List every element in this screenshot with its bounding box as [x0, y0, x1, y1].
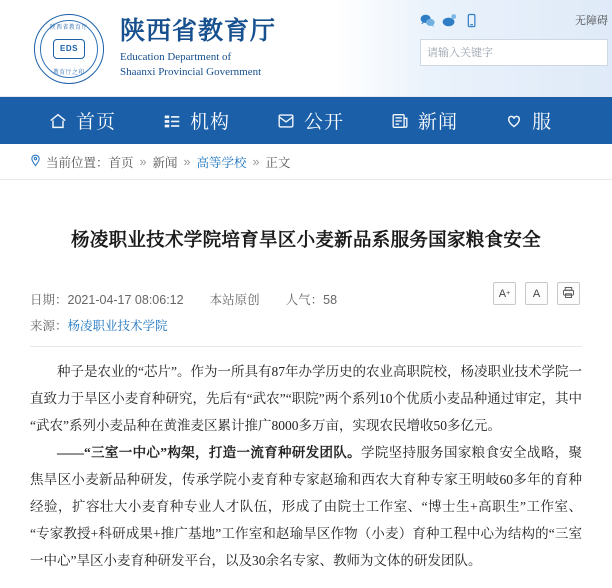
breadcrumb-separator: » — [139, 154, 147, 169]
site-title-en-line2: Shaanxi Provincial Government — [120, 66, 262, 79]
nav-item-news[interactable] — [390, 107, 458, 134]
font-decrease-button[interactable] — [525, 282, 548, 305]
page-title: 杨凌职业技术学院培育旱区小麦新品系服务国家粮食安全 — [70, 231, 541, 251]
site-title-en-line1: Education Department of — [120, 51, 232, 64]
list-icon — [162, 111, 182, 131]
article — [0, 180, 612, 574]
nav-item-disclosure[interactable] — [276, 107, 344, 134]
header-tools — [412, 10, 612, 30]
breadcrumb-item-home[interactable]: 首页 — [108, 155, 134, 170]
article-date — [30, 290, 184, 308]
article-paragraph-2-rest: 学院坚持服务国家粮食安全战略，聚焦旱区小麦新品种研发，传承学院小麦育种专家赵瑜和西农大育种专家王明岐60多年的育种经验，扩容壮大小麦育种专业人才队伍，形成了由院士工作室、“博士生+高职生”工作室、“专家教授+科研成果+推广基地”工作室和赵瑜旱区作物（小麦）育种工程中心为结构的“三室一中心”旱区小麦育种研发平台，以及30余名专家、教师为文体的研发团队。 — [30, 445, 582, 568]
barrier-free-link[interactable]: 无障碍 — [575, 15, 608, 27]
breadcrumb — [0, 144, 612, 180]
font-decrease-label: A — [532, 287, 541, 300]
article-date-value: 2021-04-17 08:06:12 — [67, 293, 184, 307]
mobile-icon[interactable] — [464, 13, 479, 28]
article-paragraph-1: 种子是农业的“芯片”。作为一所具有87年办学历史的农业高职院校，杨凌职业技术学院一直致力于旱区小麦育种研究，先后有“武农”“职院”两个系列10个优质小麦品种通过审定，其中“武农”系列小麦品种在黄淮麦区累计推广8000多万亩，实现农民增收50多亿元。 — [30, 364, 582, 433]
font-increase-label: A — [498, 287, 507, 300]
article-date-label: 日期： — [30, 293, 68, 307]
nav-item-label: 新闻 — [418, 112, 459, 133]
seal-core-text: EDS — [53, 39, 85, 59]
seal-top-text: 陕西省教育厅 — [50, 24, 88, 32]
printer-icon — [562, 286, 575, 302]
header-utility-area — [412, 0, 612, 66]
breadcrumb-item-current: 正文 — [265, 155, 291, 170]
nav-item-label: 公开 — [304, 112, 345, 133]
article-meta — [30, 282, 582, 316]
nav-item-home[interactable] — [48, 107, 116, 134]
article-views-label: 人气： — [285, 293, 324, 307]
breadcrumb-label: 当前位置： — [46, 155, 109, 170]
breadcrumb-separator: » — [252, 154, 260, 169]
article-body — [30, 347, 582, 574]
font-increase-sup: + — [506, 290, 511, 297]
department-seal-logo — [34, 14, 104, 84]
breadcrumb-item-higher-education[interactable]: 高等学校 — [196, 155, 247, 170]
site-title-block — [120, 18, 276, 80]
site-header — [0, 0, 612, 97]
article-tools — [493, 282, 580, 305]
breadcrumb-item-news[interactable]: 新闻 — [152, 155, 178, 170]
home-icon — [48, 111, 68, 131]
search-input[interactable] — [421, 47, 607, 59]
weibo-icon[interactable] — [442, 13, 457, 28]
site-title-en — [120, 50, 276, 80]
article-views-value: 58 — [323, 293, 338, 307]
article-paragraph-2-lead: ——“三室一中心”构架，打造一流育种研发团队。 — [57, 445, 361, 460]
document-icon — [276, 111, 296, 131]
article-source-link[interactable]: 杨凌职业技术学院 — [67, 319, 168, 333]
nav-item-service[interactable] — [504, 107, 552, 134]
wechat-icon[interactable] — [420, 13, 435, 28]
breadcrumb-separator: » — [183, 154, 191, 169]
font-increase-button[interactable] — [493, 282, 516, 305]
news-icon — [390, 111, 410, 131]
search-box[interactable] — [420, 39, 608, 66]
site-title-cn: 陕西省教育厅 — [120, 17, 277, 45]
nav-item-label: 机构 — [190, 112, 231, 133]
nav-item-organization[interactable] — [162, 107, 230, 134]
print-button[interactable] — [557, 282, 580, 305]
nav-item-label: 服 — [532, 112, 553, 133]
article-origin: 本站原创 — [209, 293, 260, 307]
location-pin-icon — [30, 154, 41, 170]
main-navigation[interactable] — [0, 97, 612, 144]
nav-item-label: 首页 — [76, 112, 117, 133]
article-source-label: 来源： — [30, 319, 68, 333]
article-source — [30, 316, 582, 346]
article-paragraph-2 — [30, 439, 582, 574]
seal-bottom-text: 教育厅之印 — [53, 69, 85, 77]
article-views — [286, 290, 337, 308]
heart-icon — [504, 111, 524, 131]
